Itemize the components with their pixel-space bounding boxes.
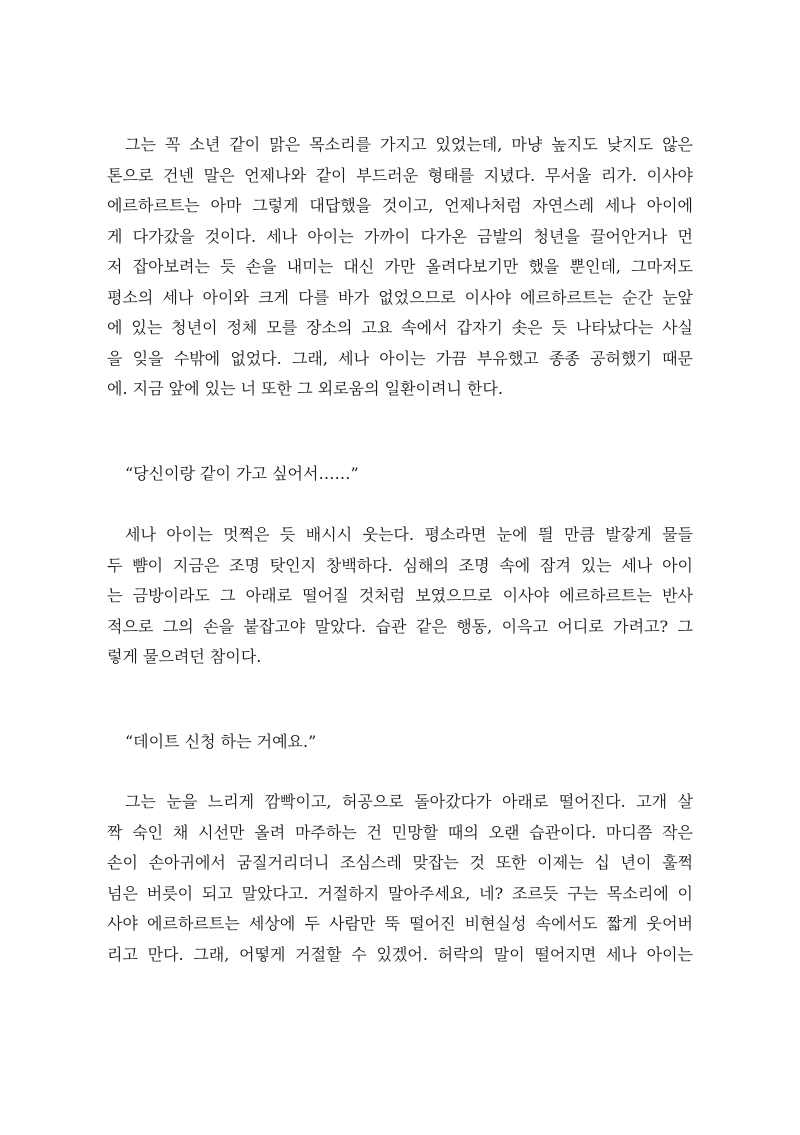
text-line: 평소의 세나 아이와 크게 다를 바가 없었으므로 이사야 에르하르트는 순간 눈앞 [107, 287, 693, 307]
paragraph-2 [107, 520, 693, 673]
text-line: 리고 만다. 그래, 어떻게 거절할 수 있겠어. 허락의 말이 떨어지면 세나 아이는 [107, 944, 693, 964]
text-line: 넘은 버릇이 되고 말았다고. 거절하지 말아주세요, 네? 조르듯 구는 목소리에 이 [107, 883, 693, 903]
text-line: 그는 꼭 소년 같이 맑은 목소리를 가지고 있었는데, 마냥 높지도 낮지도 않은 [125, 135, 693, 154]
text-line: 에. 지금 앞에 있는 너 또한 그 외로움의 일환이려니 한다. [107, 379, 503, 398]
text-line: 에 있는 청년이 정체 모를 장소의 고요 속에서 갑자기 솟은 듯 나타났다는 사실 [107, 318, 693, 337]
quote-line: “당신이랑 같이 가고 싶어서……” [125, 464, 359, 483]
text-line: 에르하르트는 아마 그렇게 대답했을 것이고, 언제나처럼 자연스레 세나 아이에 [107, 196, 693, 215]
dialogue-quote-1 [107, 459, 693, 490]
text-line: 손이 손아귀에서 굼질거리더니 조심스레 맞잡는 것 또한 이제는 십 년이 훌쩍 [107, 853, 693, 872]
text-line: 적으로 그의 손을 붙잡고야 말았다. 습관 같은 행동, 이윽고 어디로 가려고? 그 [107, 616, 693, 636]
dialogue-quote-2 [107, 727, 693, 758]
paragraph-1 [107, 130, 693, 405]
text-line: 을 잊을 수밖에 없었다. 그래, 세나 아이는 가끔 부유했고 종종 공허했기 때문 [107, 348, 693, 368]
text-line: 그는 눈을 느리게 깜빡이고, 허공으로 돌아갔다가 아래로 떨어진다. 고개 살 [125, 792, 693, 811]
text-line: 세나 아이는 멋쩍은 듯 배시시 웃는다. 평소라면 눈에 띌 만큼 발갛게 물들 [125, 525, 693, 544]
text-line: 두 뺨이 지금은 조명 탓인지 창백하다. 심해의 조명 속에 잠겨 있는 세나 아이 [107, 555, 693, 575]
text-line: 게 다가갔을 것이다. 세나 아이는 가까이 다가온 금발의 청년을 끌어안거나 먼 [107, 226, 693, 246]
paragraph-3 [107, 787, 693, 970]
text-line: 짝 숙인 채 시선만 올려 마주하는 건 민망할 때의 오랜 습관이다. 마디쯤 작은 [107, 822, 693, 842]
text-line: 저 잡아보려는 듯 손을 내미는 대신 가만 올려다보기만 했을 뿐인데, 그마저도 [107, 257, 693, 276]
text-line: 는 금방이라도 그 아래로 떨어질 것처럼 보였으므로 이사야 에르하르트는 반사 [107, 586, 693, 605]
text-line: 렇게 물으려던 참이다. [107, 647, 262, 666]
quote-line: “데이트 신청 하는 거예요.” [125, 732, 317, 751]
text-line: 톤으로 건넨 말은 언제나와 같이 부드러운 형태를 지녔다. 무서울 리가. 이사야 [107, 165, 693, 185]
text-line: 사야 에르하르트는 세상에 두 사람만 뚝 떨어진 비현실성 속에서도 짧게 웃어버 [107, 914, 693, 933]
